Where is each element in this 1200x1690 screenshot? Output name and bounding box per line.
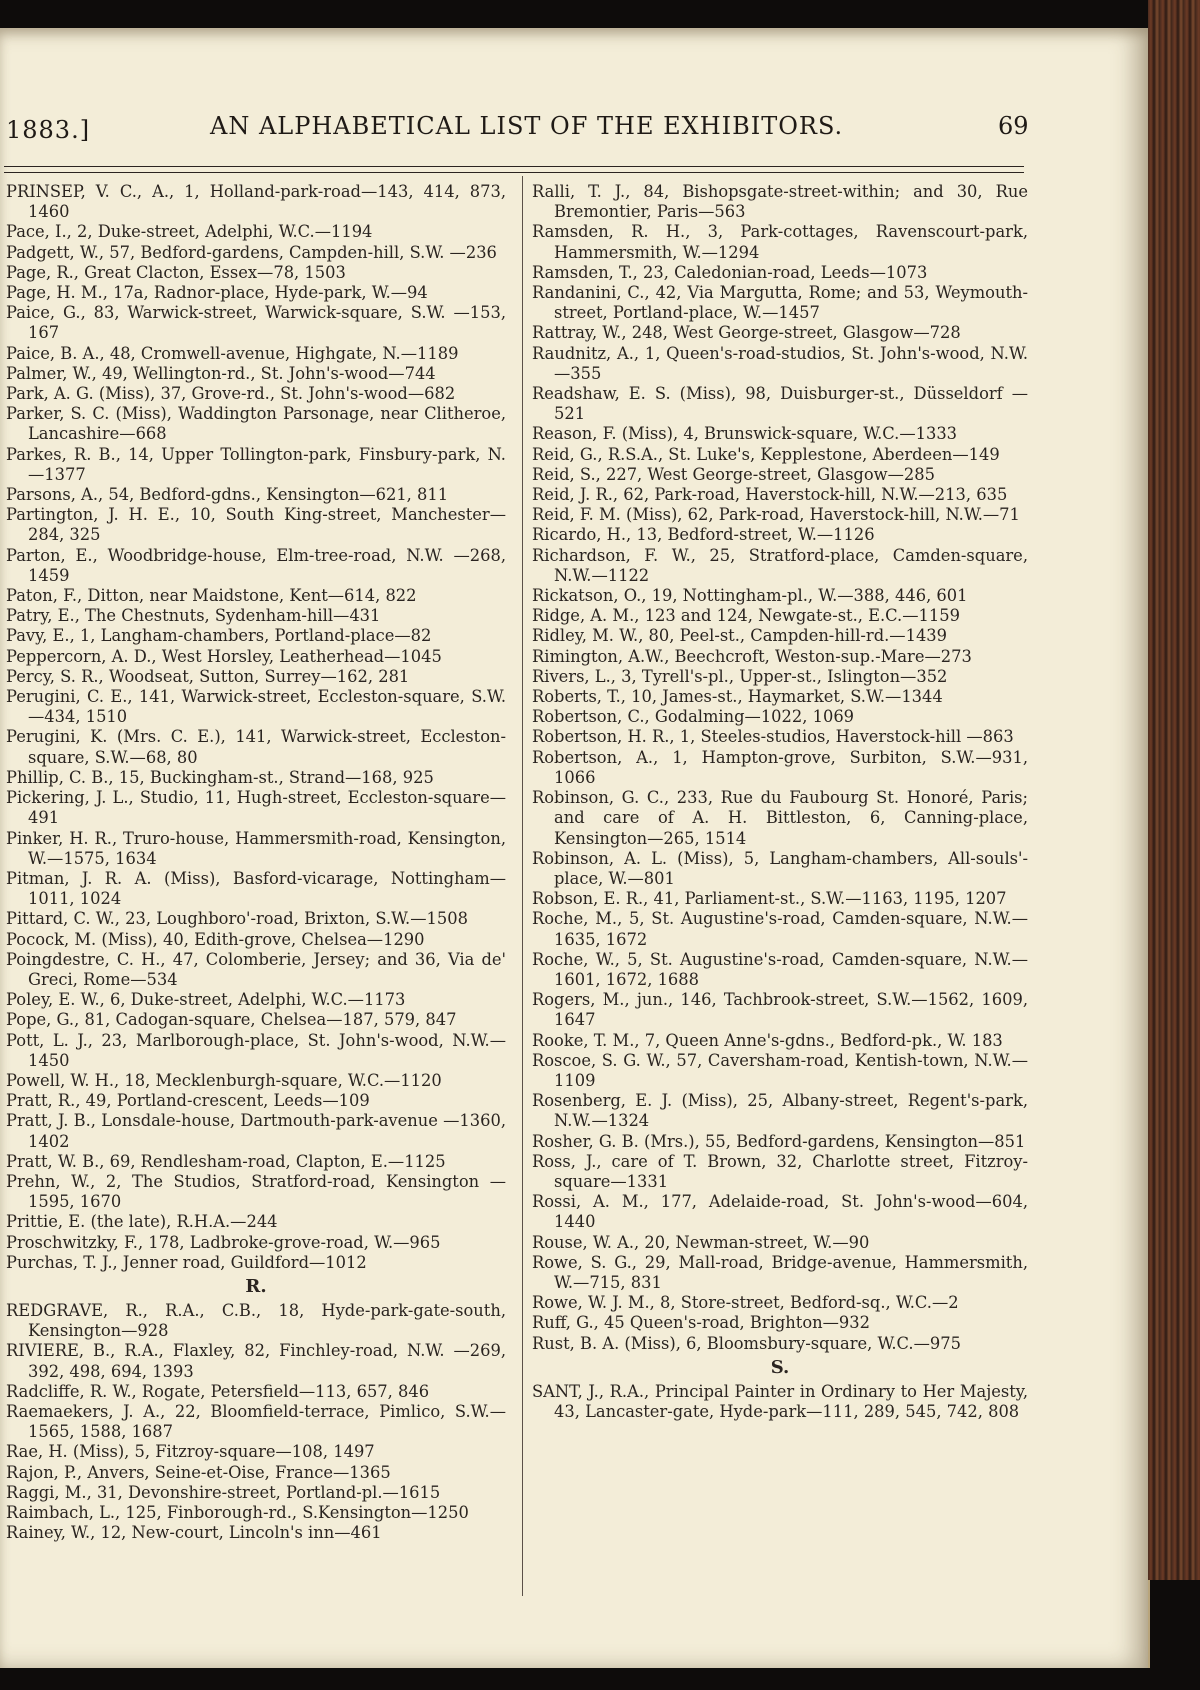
exhibitor-entry: Pickering, J. L., Studio, 11, Hugh-street, Eccleston-square—491 <box>6 788 506 828</box>
exhibitor-entry: Robertson, C., Godalming—1022, 1069 <box>532 707 855 727</box>
exhibitor-entry: Rust, B. A. (Miss), 6, Bloomsbury-square, W.C.—975 <box>532 1333 961 1353</box>
exhibitor-entry: Rivers, L., 3, Tyrell's-pl., Upper-st., Islington—352 <box>532 666 948 686</box>
exhibitor-entry: Partington, J. H. E., 10, South King-street, Manchester—284, 325 <box>6 505 506 545</box>
exhibitor-entry: Richardson, F. W., 25, Stratford-place, Camden-square, N.W.—1122 <box>532 545 1028 585</box>
exhibitor-entry: Roche, W., 5, St. Augustine's-road, Camden-square, N.W.—1601, 1672, 1688 <box>532 949 1028 989</box>
exhibitor-entry: Parsons, A., 54, Bedford-gdns., Kensington—621, 811 <box>6 485 449 505</box>
exhibitor-entry: Pitman, J. R. A. (Miss), Basford-vicarage, Nottingham—1011, 1024 <box>6 868 506 909</box>
exhibitor-entry: Rimington, A.W., Beechcroft, Weston-sup.-Mare—273 <box>532 646 972 666</box>
exhibitor-entry: Padgett, W., 57, Bedford-gardens, Campden-hill, S.W. —236 <box>6 242 497 262</box>
exhibitor-entry: Powell, W. H., 18, Mecklenburgh-square, W.C.—1120 <box>6 1070 442 1090</box>
page-header <box>0 106 1148 146</box>
exhibitor-entry: Perugini, C. E., 141, Warwick-street, Eccleston-square, S.W.—434, 1510 <box>6 687 506 727</box>
exhibitor-entry: Raemaekers, J. A., 22, Bloomfield-terrace, Pimlico, S.W.—1565, 1588, 1687 <box>6 1401 506 1442</box>
exhibitor-entry: Peppercorn, A. D., West Horsley, Leatherhead—1045 <box>6 646 442 666</box>
exhibitor-entry: Robinson, A. L. (Miss), 5, Langham-chambers, All-souls'-place, W.—801 <box>532 848 1028 888</box>
exhibitor-entry: Park, A. G. (Miss), 37, Grove-rd., St. John's-wood—682 <box>6 384 456 404</box>
exhibitor-entry: Patry, E., The Chestnuts, Sydenham-hill—431 <box>6 606 381 626</box>
section-heading-s: S. <box>770 1356 790 1378</box>
exhibitor-entry: Paton, F., Ditton, near Maidstone, Kent—614, 822 <box>6 586 417 606</box>
exhibitor-entry: Roberts, T., 10, James-st., Haymarket, S.W.—1344 <box>532 687 943 707</box>
exhibitor-entry: Pocock, M. (Miss), 40, Edith-grove, Chelsea—1290 <box>6 929 425 949</box>
page-number: 69 <box>998 112 1029 140</box>
exhibitor-entry: Pittard, C. W., 23, Loughboro'-road, Brixton, S.W.—1508 <box>6 909 468 929</box>
exhibitor-entry: Randanini, C., 42, Via Margutta, Rome; and 53, Weymouth-street, Portland-place, W.—1457 <box>532 283 1028 323</box>
exhibitor-entry: Rainey, W., 12, New-court, Lincoln's inn—461 <box>6 1523 382 1543</box>
exhibitor-entry: Rowe, W. J. M., 8, Store-street, Bedford-sq., W.C.—2 <box>532 1293 959 1313</box>
exhibitor-entry: Parker, S. C. (Miss), Waddington Parsonage, near Clitheroe, Lancashire—668 <box>6 404 506 444</box>
exhibitor-entry: Pott, L. J., 23, Marlborough-place, St. John's-wood, N.W.—1450 <box>6 1030 506 1070</box>
exhibitor-entry: Robinson, G. C., 233, Rue du Faubourg St. Honoré, Paris; and care of A. H. Bittleston, 6, Canning-place, Kensington—265, 1514 <box>532 788 1028 848</box>
exhibitor-entry: Ramsden, T., 23, Caledonian-road, Leeds—1073 <box>532 262 928 282</box>
exhibitor-entry: Rosenberg, E. J. (Miss), 25, Albany-street, Regent's-park, N.W.—1324 <box>532 1091 1028 1131</box>
exhibitor-entry: Rouse, W. A., 20, Newman-street, W.—90 <box>532 1232 870 1252</box>
marbled-page-edge <box>1148 0 1200 1580</box>
exhibitor-entry: Rae, H. (Miss), 5, Fitzroy-square—108, 1497 <box>6 1442 375 1462</box>
exhibitor-entry: Paice, B. A., 48, Cromwell-avenue, Highgate, N.—1189 <box>6 343 459 363</box>
exhibitor-entry: Prittie, E. (the late), R.H.A.—244 <box>6 1212 278 1232</box>
exhibitor-entry: Rajon, P., Anvers, Seine-et-Oise, France—1365 <box>6 1462 391 1482</box>
exhibitor-entry: Robson, E. R., 41, Parliament-st., S.W.—1163, 1195, 1207 <box>532 889 1007 909</box>
header-title: AN ALPHABETICAL LIST OF THE EXHIBITORS. <box>210 112 844 140</box>
exhibitor-entry: Ralli, T. J., 84, Bishopsgate-street-within; and 30, Rue Bremontier, Paris—563 <box>532 182 1028 222</box>
exhibitor-entry: Proschwitzky, F., 178, Ladbroke-grove-road, W.—965 <box>6 1232 441 1252</box>
exhibitor-entry: Pratt, J. B., Lonsdale-house, Dartmouth-park-avenue —1360, 1402 <box>6 1111 506 1151</box>
exhibitor-entry: Rossi, A. M., 177, Adelaide-road, St. John's-wood—604, 1440 <box>532 1192 1028 1232</box>
exhibitor-entry: Rowe, S. G., 29, Mall-road, Bridge-avenue, Hammersmith, W.—715, 831 <box>532 1252 1028 1292</box>
exhibitor-entry: Ramsden, R. H., 3, Park-cottages, Ravenscourt-park, Hammersmith, W.—1294 <box>532 222 1028 262</box>
exhibitor-entry: Ridley, M. W., 80, Peel-st., Campden-hill-rd.—1439 <box>532 626 948 646</box>
exhibitor-entry: Page, H. M., 17a, Radnor-place, Hyde-park, W.—94 <box>6 283 428 303</box>
exhibitor-entry: Raimbach, L., 125, Finborough-rd., S.Kensington—1250 <box>6 1503 469 1522</box>
left-entries <box>6 182 506 1273</box>
exhibitor-entry: RIVIERE, B., R.A., Flaxley, 82, Finchley-road, N.W. —269, 392, 498, 694, 1393 <box>6 1341 506 1381</box>
exhibitor-entry: Ruff, G., 45 Queen's-road, Brighton—932 <box>532 1313 870 1333</box>
exhibitor-entry: SANT, J., R.A., Principal Painter in Ordinary to Her Majesty, 43, Lancaster-gate, Hyde-park—111, 289, 545, 742, 808 <box>532 1381 1028 1421</box>
exhibitor-entry: Reid, J. R., 62, Park-road, Haverstock-hill, N.W.—213, 635 <box>532 485 1008 505</box>
book-page <box>0 28 1150 1668</box>
exhibitor-entry: Pace, I., 2, Duke-street, Adelphi, W.C.—1194 <box>6 222 373 242</box>
exhibitor-entry: Radcliffe, R. W., Rogate, Petersfield—113, 657, 846 <box>6 1381 430 1401</box>
exhibitor-entry: Roche, M., 5, St. Augustine's-road, Camden-square, N.W.—1635, 1672 <box>532 909 1028 949</box>
right-s-entries <box>532 1382 1028 1422</box>
section-heading-r: R. <box>245 1275 267 1297</box>
exhibitor-entry: Pinker, H. R., Truro-house, Hammersmith-road, Kensington, W.—1575, 1634 <box>6 828 506 868</box>
header-year: 1883.] <box>6 116 91 144</box>
exhibitor-entry: Reason, F. (Miss), 4, Brunswick-square, W.C.—1333 <box>532 424 958 444</box>
exhibitor-entry: Readshaw, E. S. (Miss), 98, Duisburger-st., Düsseldorf —521 <box>532 384 1028 424</box>
exhibitor-entry: Paice, G., 83, Warwick-street, Warwick-square, S.W. —153, 167 <box>6 303 506 343</box>
exhibitor-entry: Rosher, G. B. (Mrs.), 55, Bedford-gardens, Kensington—851 <box>532 1131 1026 1151</box>
left-column <box>6 182 506 1543</box>
exhibitor-entry: Rogers, M., jun., 146, Tachbrook-street, S.W.—1562, 1609, 1647 <box>532 990 1028 1030</box>
exhibitor-entry: Reid, G., R.S.A., St. Luke's, Kepplestone, Aberdeen—149 <box>532 444 1000 464</box>
right-entries <box>532 182 1028 1354</box>
exhibitor-entry: Phillip, C. B., 15, Buckingham-st., Strand—168, 925 <box>6 767 434 787</box>
exhibitor-entry: Percy, S. R., Woodseat, Sutton, Surrey—162, 281 <box>6 666 410 686</box>
exhibitor-entry: Poingdestre, C. H., 47, Colomberie, Jersey; and 36, Via de' Greci, Rome—534 <box>6 949 506 989</box>
exhibitor-entry: Raudnitz, A., 1, Queen's-road-studios, St. John's-wood, N.W.—355 <box>532 343 1028 383</box>
left-r-entries <box>6 1301 506 1543</box>
exhibitor-entry: Ross, J., care of T. Brown, 32, Charlotte street, Fitzroy-square—1331 <box>532 1151 1028 1191</box>
exhibitor-entry: Robertson, H. R., 1, Steeles-studios, Haverstock-hill —863 <box>532 727 1014 747</box>
exhibitor-entry: Pratt, W. B., 69, Rendlesham-road, Clapton, E.—1125 <box>6 1151 446 1171</box>
column-divider <box>522 176 523 1596</box>
exhibitor-entry: Palmer, W., 49, Wellington-rd., St. John's-wood—744 <box>6 363 436 383</box>
right-column <box>532 182 1028 1422</box>
exhibitor-entry: Parkes, R. B., 14, Upper Tollington-park, Finsbury-park, N.—1377 <box>6 444 506 484</box>
exhibitor-entry: Roscoe, S. G. W., 57, Caversham-road, Kentish-town, N.W.—1109 <box>532 1050 1028 1090</box>
exhibitor-entry: REDGRAVE, R., R.A., C.B., 18, Hyde-park-gate-south, Kensington—928 <box>6 1300 506 1341</box>
exhibitor-entry: Raggi, M., 31, Devonshire-street, Portland-pl.—1615 <box>6 1482 441 1502</box>
exhibitor-entry: Page, R., Great Clacton, Essex—78, 1503 <box>6 262 346 282</box>
exhibitor-entry: Ridge, A. M., 123 and 124, Newgate-st., E.C.—1159 <box>532 606 960 626</box>
exhibitor-entry: Pratt, R., 49, Portland-crescent, Leeds—109 <box>6 1091 370 1111</box>
exhibitor-entry: Poley, E. W., 6, Duke-street, Adelphi, W.C.—1173 <box>6 990 406 1010</box>
exhibitor-entry: Pavy, E., 1, Langham-chambers, Portland-place—82 <box>6 626 432 646</box>
exhibitor-entry: PRINSEP, V. C., A., 1, Holland-park-road—143, 414, 873, 1460 <box>6 182 506 222</box>
exhibitor-entry: Parton, E., Woodbridge-house, Elm-tree-road, N.W. —268, 1459 <box>6 545 506 585</box>
exhibitor-entry: Ricardo, H., 13, Bedford-street, W.—1126 <box>532 525 875 545</box>
exhibitor-entry: Perugini, K. (Mrs. C. E.), 141, Warwick-street, Eccleston-square, S.W.—68, 80 <box>6 727 506 767</box>
exhibitor-entry: Prehn, W., 2, The Studios, Stratford-road, Kensington —1595, 1670 <box>6 1171 506 1212</box>
exhibitor-entry: Reid, F. M. (Miss), 62, Park-road, Haverstock-hill, N.W.—71 <box>532 505 1020 525</box>
exhibitor-entry: Rickatson, O., 19, Nottingham-pl., W.—388, 446, 601 <box>532 586 968 606</box>
header-rule <box>4 166 1024 173</box>
exhibitor-entry: Robertson, A., 1, Hampton-grove, Surbiton, S.W.—931, 1066 <box>532 747 1028 787</box>
exhibitor-entry: Rooke, T. M., 7, Queen Anne's-gdns., Bedford-pk., W. 183 <box>532 1030 1003 1050</box>
exhibitor-entry: Reid, S., 227, West George-street, Glasgow—285 <box>532 464 935 484</box>
exhibitor-entry: Purchas, T. J., Jenner road, Guildford—1012 <box>6 1252 367 1272</box>
exhibitor-entry: Pope, G., 81, Cadogan-square, Chelsea—187, 579, 847 <box>6 1010 457 1030</box>
exhibitor-entry: Rattray, W., 248, West George-street, Glasgow—728 <box>532 323 961 343</box>
